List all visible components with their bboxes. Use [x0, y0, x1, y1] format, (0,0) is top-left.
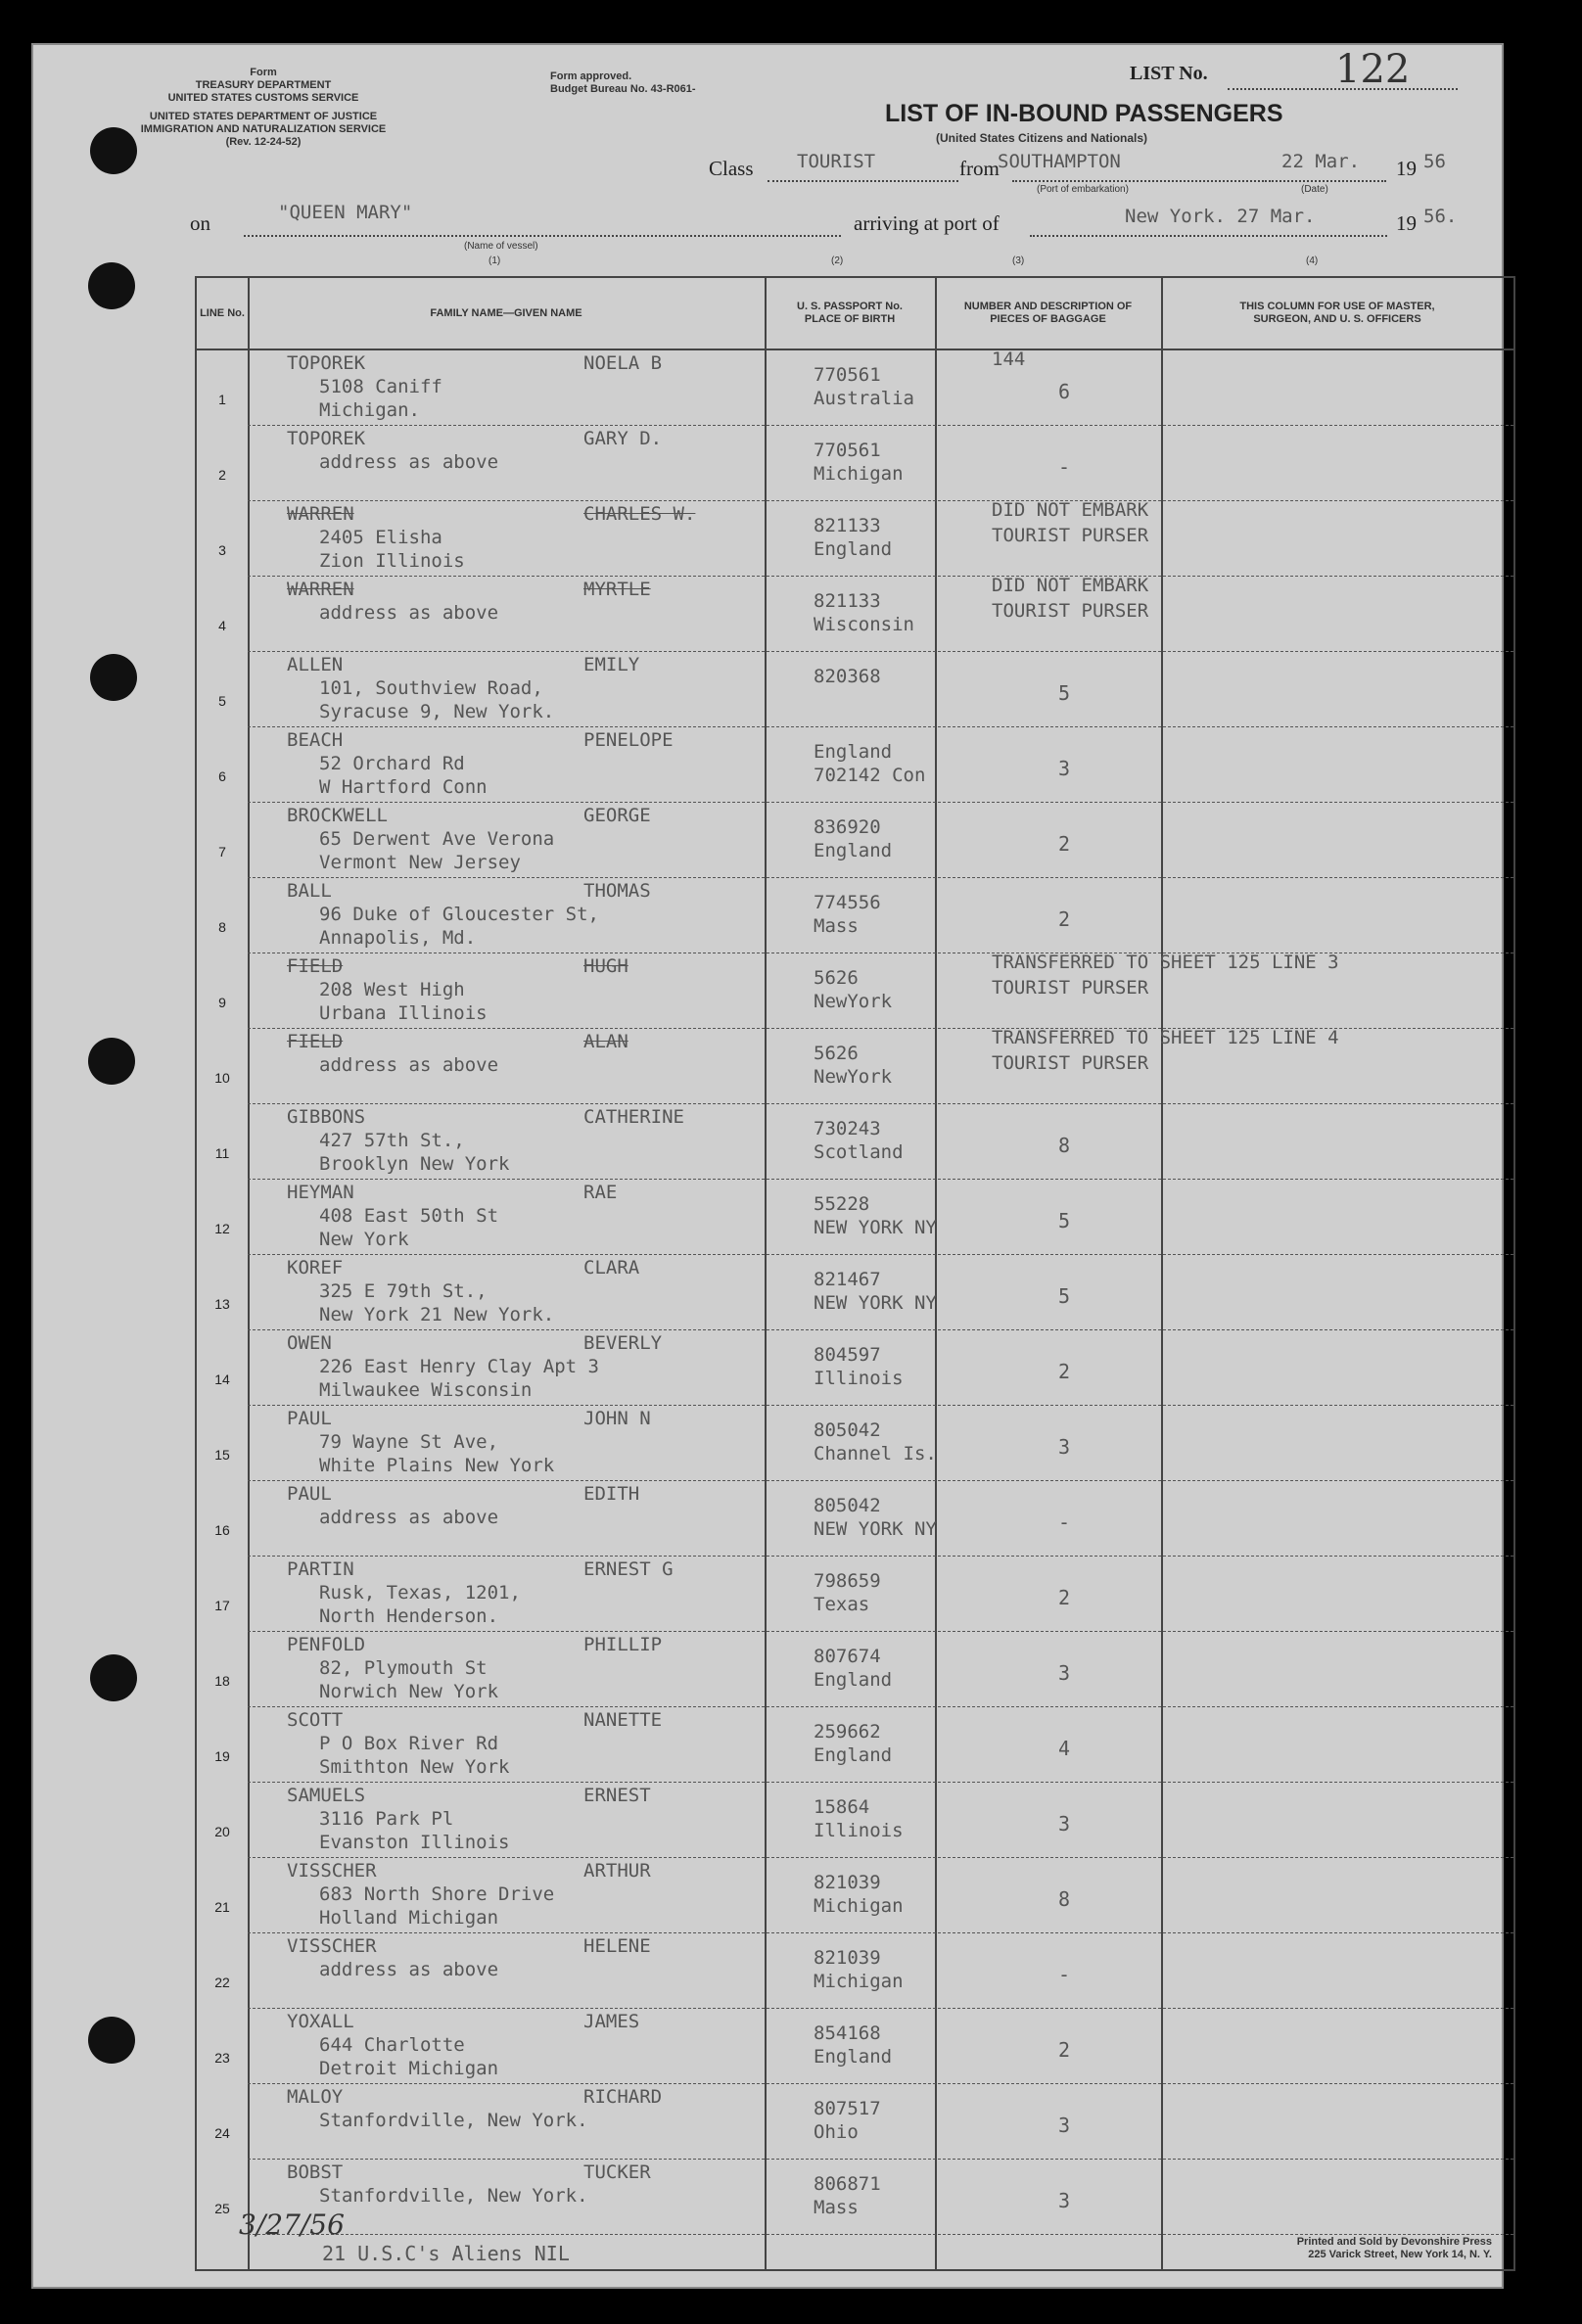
printer-credit	[1140, 2236, 1492, 2261]
address-line-1: address as above	[319, 1054, 499, 1076]
place-of-birth: Mass	[814, 915, 859, 937]
passport-number: 770561	[814, 440, 881, 461]
row-number: 4	[218, 618, 226, 633]
family-name: BALL	[287, 880, 332, 902]
treasury-label: TREASURY DEPARTMENT	[195, 79, 332, 91]
given-name: MYRTLE	[583, 579, 651, 600]
officer-note-2: TOURIST PURSER	[992, 1052, 1149, 1074]
given-name: EDITH	[583, 1483, 640, 1505]
table-row	[197, 1481, 1513, 1557]
passport-number: 798659	[814, 1570, 881, 1592]
place-of-birth: England	[814, 1744, 893, 1766]
address-line-1: 427 57th St.,	[319, 1130, 465, 1151]
family-name: WARREN	[287, 503, 354, 525]
header-agency-block	[121, 67, 405, 149]
class-label: Class	[709, 157, 754, 180]
punch-hole	[88, 2017, 135, 2064]
address-line-2: Milwaukee Wisconsin	[319, 1379, 533, 1401]
printer-line-1: Printed and Sold by Devonshire Press	[1296, 2236, 1492, 2248]
row-number: 2	[218, 467, 226, 483]
baggage-count: 5	[1058, 1284, 1071, 1308]
form-subtitle: (United States Citizens and Nationals)	[936, 131, 1148, 145]
justice-label: UNITED STATES DEPARTMENT OF JUSTICE	[149, 111, 378, 122]
row-number: 8	[218, 919, 226, 935]
vessel-value: "QUEEN MARY"	[278, 202, 413, 223]
address-line-1: 5108 Caniff	[319, 376, 442, 397]
row-number: 14	[214, 1371, 230, 1387]
family-name: BEACH	[287, 729, 344, 751]
passport-number: 730243	[814, 1118, 881, 1139]
col-num-4: (4)	[1306, 256, 1319, 266]
printer-line-2: 225 Varick Street, New York 14, N. Y.	[1308, 2249, 1492, 2260]
table-row	[197, 426, 1513, 501]
date-value: 22 Mar.	[1281, 151, 1361, 172]
passport-number: 805042	[814, 1419, 881, 1441]
table-row	[197, 1104, 1513, 1180]
given-name: PHILLIP	[583, 1634, 663, 1655]
table-row	[197, 350, 1513, 426]
address-line-2: Syracuse 9, New York.	[319, 701, 555, 722]
family-name: TOPOREK	[287, 428, 366, 449]
row-number: 17	[214, 1598, 230, 1613]
family-name: PENFOLD	[287, 1634, 366, 1655]
from-caption: (Port of embarkation)	[1037, 184, 1129, 195]
family-name: VISSCHER	[287, 1860, 377, 1882]
row-number: 20	[214, 1824, 230, 1839]
family-name: PARTIN	[287, 1558, 354, 1580]
baggage-count: 2	[1058, 1586, 1071, 1609]
table-row	[197, 953, 1513, 1029]
place-of-birth: Scotland	[814, 1141, 904, 1163]
arrival-year-value: 56.	[1423, 206, 1458, 227]
family-name: OWEN	[287, 1332, 332, 1354]
passport-number: 805042	[814, 1495, 881, 1516]
year-value: 56	[1423, 151, 1446, 172]
form-approved: Form approved.	[550, 70, 632, 82]
table-row	[197, 1707, 1513, 1783]
given-name: ALAN	[583, 1031, 628, 1052]
footer-summary: 21 U.S.C's Aliens NIL	[322, 2242, 570, 2265]
given-name: ERNEST G	[583, 1558, 674, 1580]
officer-note-1: TRANSFERRED TO SHEET 125 LINE 4	[992, 1027, 1339, 1048]
family-name: FIELD	[287, 1031, 344, 1052]
address-line-2: Norwich New York	[319, 1681, 499, 1702]
family-name: PAUL	[287, 1408, 332, 1429]
col-header-officers: THIS COLUMN FOR USE OF MASTER, SURGEON, AND U. S. OFFICERS	[1239, 301, 1435, 325]
row-number: 5	[218, 693, 226, 709]
col-header-passport: U. S. PASSPORT No. PLACE OF BIRTH	[797, 301, 903, 325]
passport-number: 807517	[814, 2098, 881, 2119]
baggage-count: 2	[1058, 2038, 1071, 2062]
col-num-2: (2)	[831, 256, 844, 266]
address-line-2: Michigan.	[319, 399, 420, 421]
given-name: HELENE	[583, 1935, 651, 1957]
arriving-label: arriving at port of	[854, 211, 1000, 235]
address-line-1: address as above	[319, 1959, 499, 1980]
family-name: WARREN	[287, 579, 354, 600]
place-of-birth: 702142 Con	[814, 765, 926, 786]
passport-number: 5626	[814, 967, 859, 989]
customs-label: UNITED STATES CUSTOMS SERVICE	[167, 92, 359, 104]
family-name: MALOY	[287, 2086, 344, 2108]
table-row	[197, 2160, 1513, 2235]
officer-note-2: TOURIST PURSER	[992, 977, 1149, 999]
passenger-table	[195, 276, 1515, 2271]
on-label: on	[190, 211, 210, 235]
family-name: YOXALL	[287, 2011, 354, 2032]
table-row	[197, 1858, 1513, 1933]
list-no-label: LIST No.	[1130, 63, 1208, 84]
address-line-1: 2405 Elisha	[319, 527, 442, 548]
address-line-1: Rusk, Texas, 1201,	[319, 1582, 521, 1604]
address-line-1: 65 Derwent Ave Verona	[319, 828, 555, 850]
given-name: JAMES	[583, 2011, 640, 2032]
table-row	[197, 501, 1513, 577]
given-name: CHARLES W.	[583, 503, 696, 525]
given-name: ARTHUR	[583, 1860, 651, 1882]
row-number: 25	[214, 2201, 230, 2216]
address-line-1: Stanfordville, New York.	[319, 2110, 588, 2131]
class-value: TOURIST	[797, 151, 876, 172]
passport-number: 836920	[814, 816, 881, 838]
address-line-1: address as above	[319, 602, 499, 624]
address-line-1: 101, Southview Road,	[319, 677, 543, 699]
given-name: CLARA	[583, 1257, 640, 1278]
row-number: 6	[218, 768, 226, 784]
given-name: THOMAS	[583, 880, 651, 902]
revision-label: (Rev. 12-24-52)	[225, 136, 302, 148]
place-of-birth: NEW YORK NY	[814, 1518, 937, 1540]
family-name: PAUL	[287, 1483, 332, 1505]
baggage-count: 3	[1058, 2189, 1071, 2212]
given-name: ERNEST	[583, 1785, 651, 1806]
address-line-1: 208 West High	[319, 979, 465, 1000]
baggage-count: -	[1058, 1963, 1071, 1986]
place-of-birth: England	[814, 2046, 893, 2068]
table-row	[197, 1406, 1513, 1481]
passport-number: 807674	[814, 1646, 881, 1667]
year-prefix: 19	[1396, 157, 1417, 180]
baggage-count: 2	[1058, 832, 1071, 856]
family-name: ALLEN	[287, 654, 344, 675]
row-number: 11	[214, 1145, 230, 1161]
row-number: 18	[214, 1673, 230, 1689]
address-line-1: 325 E 79th St.,	[319, 1280, 488, 1302]
vessel-caption: (Name of vessel)	[464, 241, 538, 252]
baggage-count: 2	[1058, 907, 1071, 931]
address-line-2: Holland Michigan	[319, 1907, 499, 1929]
given-name: EMILY	[583, 654, 640, 675]
address-line-2: Urbana Illinois	[319, 1002, 488, 1024]
place-of-birth: Wisconsin	[814, 614, 914, 635]
passport-number: 821133	[814, 590, 881, 612]
family-name: BOBST	[287, 2161, 344, 2183]
given-name: JOHN N	[583, 1408, 651, 1429]
baggage-count: -	[1058, 1511, 1071, 1534]
family-name: SAMUELS	[287, 1785, 366, 1806]
baggage-count: 4	[1058, 1737, 1071, 1760]
row-number: 13	[214, 1296, 230, 1312]
table-row	[197, 878, 1513, 953]
given-name: GEORGE	[583, 805, 651, 826]
given-name: PENELOPE	[583, 729, 674, 751]
baggage-count: 8	[1058, 1887, 1071, 1911]
row-number: 7	[218, 844, 226, 860]
row-number: 21	[214, 1899, 230, 1915]
place-of-birth: England	[814, 1669, 893, 1691]
address-line-2: White Plains New York	[319, 1455, 555, 1476]
address-line-2: Evanston Illinois	[319, 1832, 510, 1853]
col-header-line: LINE No.	[200, 306, 245, 319]
family-name: KOREF	[287, 1257, 344, 1278]
baggage-count: 3	[1058, 1812, 1071, 1836]
budget-bureau: Budget Bureau No. 43-R061-	[550, 83, 696, 95]
baggage-count: 8	[1058, 1134, 1071, 1157]
punch-hole	[90, 1654, 137, 1701]
ins-label: IMMIGRATION AND NATURALIZATION SERVICE	[140, 123, 387, 135]
passport-number: England	[814, 741, 893, 763]
passport-number: 806871	[814, 2173, 881, 2195]
passport-number: 821467	[814, 1269, 881, 1290]
table-row	[197, 1933, 1513, 2009]
passport-number: 15864	[814, 1796, 870, 1818]
passport-number: 854168	[814, 2022, 881, 2044]
address-line-1: 644 Charlotte	[319, 2034, 465, 2056]
place-of-birth: Channel Is.	[814, 1443, 937, 1464]
col-num-3: (3)	[1012, 256, 1025, 266]
row-number: 3	[218, 542, 226, 558]
baggage-count: 3	[1058, 1661, 1071, 1685]
officer-note-1: 144	[992, 349, 1026, 370]
from-value: SOUTHAMPTON	[998, 151, 1121, 172]
officer-note-2: TOURIST PURSER	[992, 600, 1149, 622]
address-line-1: 96 Duke of Gloucester St,	[319, 904, 599, 925]
address-line-1: 79 Wayne St Ave,	[319, 1431, 499, 1453]
given-name: HUGH	[583, 955, 628, 977]
family-name: SCOTT	[287, 1709, 344, 1731]
from-label: from	[959, 157, 1000, 180]
table-row	[197, 1330, 1513, 1406]
officer-note-2: TOURIST PURSER	[992, 525, 1149, 546]
address-line-1: 408 East 50th St	[319, 1205, 499, 1227]
baggage-count: 3	[1058, 1435, 1071, 1459]
date-caption: (Date)	[1301, 184, 1328, 195]
row-number: 22	[214, 1975, 230, 1990]
baggage-count: -	[1058, 455, 1071, 479]
address-line-2: Zion Illinois	[319, 550, 465, 572]
baggage-count: 3	[1058, 2114, 1071, 2137]
place-of-birth: Michigan	[814, 1971, 904, 1992]
row-number: 19	[214, 1748, 230, 1764]
address-line-2: New York 21 New York.	[319, 1304, 555, 1325]
address-line-2: North Henderson.	[319, 1605, 499, 1627]
address-line-1: 226 East Henry Clay Apt 3	[319, 1356, 599, 1377]
table-row	[197, 652, 1513, 727]
passport-number: 804597	[814, 1344, 881, 1366]
table-row	[197, 1255, 1513, 1330]
address-line-1: 683 North Shore Drive	[319, 1883, 555, 1905]
given-name: TUCKER	[583, 2161, 651, 2183]
given-name: RICHARD	[583, 2086, 663, 2108]
place-of-birth: Texas	[814, 1594, 870, 1615]
given-name: NANETTE	[583, 1709, 663, 1731]
row-number: 9	[218, 995, 226, 1010]
col-header-baggage: NUMBER AND DESCRIPTION OF PIECES OF BAGGAGE	[963, 301, 1133, 325]
officer-note-1: DID NOT EMBARK	[992, 499, 1149, 521]
place-of-birth: Mass	[814, 2197, 859, 2218]
baggage-count: 3	[1058, 757, 1071, 780]
place-of-birth: Illinois	[814, 1368, 904, 1389]
table-row	[197, 1632, 1513, 1707]
family-name: GIBBONS	[287, 1106, 366, 1128]
officer-note-1: DID NOT EMBARK	[992, 575, 1149, 596]
address-line-2: W Hartford Conn	[319, 776, 488, 798]
family-name: BROCKWELL	[287, 805, 388, 826]
row-number: 12	[214, 1221, 230, 1236]
row-number: 24	[214, 2125, 230, 2141]
place-of-birth: NEW YORK NY	[814, 1217, 937, 1238]
family-name: TOPOREK	[287, 352, 366, 374]
table-row	[197, 2009, 1513, 2084]
row-number: 23	[214, 2050, 230, 2066]
family-name: HEYMAN	[287, 1182, 354, 1203]
table-row	[197, 577, 1513, 652]
address-line-1: P O Box River Rd	[319, 1733, 499, 1754]
col-header-name: FAMILY NAME—GIVEN NAME	[430, 306, 582, 319]
row-number: 1	[218, 392, 226, 407]
address-line-2: Detroit Michigan	[319, 2058, 499, 2079]
address-line-1: 3116 Park Pl	[319, 1808, 454, 1830]
form-title: LIST OF IN-BOUND PASSENGERS	[885, 100, 1283, 127]
punch-hole	[88, 262, 135, 309]
baggage-count: 5	[1058, 681, 1071, 705]
list-no-value: 122	[1335, 47, 1411, 92]
given-name: CATHERINE	[583, 1106, 684, 1128]
passport-number: 770561	[814, 364, 881, 386]
punch-hole	[88, 1038, 135, 1085]
punch-hole	[90, 127, 137, 174]
place-of-birth: Michigan	[814, 1895, 904, 1917]
baggage-count: 5	[1058, 1209, 1071, 1232]
table-row	[197, 727, 1513, 803]
form-approved-block	[550, 70, 696, 96]
col-num-1: (1)	[489, 256, 501, 266]
family-name: FIELD	[287, 955, 344, 977]
passport-number: 55228	[814, 1193, 870, 1215]
place-of-birth: Illinois	[814, 1820, 904, 1841]
passport-number: 774556	[814, 892, 881, 913]
place-of-birth: NEW YORK NY	[814, 1292, 937, 1314]
arrival-value: New York. 27 Mar.	[1125, 206, 1316, 227]
row-number: 10	[214, 1070, 230, 1086]
baggage-count: 6	[1058, 380, 1071, 403]
place-of-birth: Ohio	[814, 2121, 859, 2143]
table-row	[197, 1783, 1513, 1858]
passenger-list-page	[31, 43, 1504, 2289]
address-line-2: Smithton New York	[319, 1756, 510, 1778]
form-label: Form	[250, 67, 277, 78]
arrival-year-prefix: 19	[1396, 211, 1417, 235]
given-name: NOELA B	[583, 352, 663, 374]
passport-number: 259662	[814, 1721, 881, 1743]
officer-note-1: TRANSFERRED TO SHEET 125 LINE 3	[992, 952, 1339, 973]
given-name: RAE	[583, 1182, 618, 1203]
given-name: BEVERLY	[583, 1332, 663, 1354]
passport-number: 821039	[814, 1872, 881, 1893]
address-line-1: 52 Orchard Rd	[319, 753, 465, 774]
address-line-2: New York	[319, 1229, 409, 1250]
place-of-birth: Australia	[814, 388, 914, 409]
place-of-birth: NewYork	[814, 991, 893, 1012]
row-number: 15	[214, 1447, 230, 1463]
passport-number: 820368	[814, 666, 881, 687]
address-line-2: Vermont New Jersey	[319, 852, 521, 873]
address-line-1: address as above	[319, 1507, 499, 1528]
table-row	[197, 2084, 1513, 2160]
table-row	[197, 1180, 1513, 1255]
punch-hole	[90, 654, 137, 701]
address-line-2: Annapolis, Md.	[319, 927, 477, 949]
place-of-birth: England	[814, 538, 893, 560]
table-row	[197, 803, 1513, 878]
address-line-1: address as above	[319, 451, 499, 473]
given-name: GARY D.	[583, 428, 663, 449]
passport-number: 821133	[814, 515, 881, 536]
address-line-2: Brooklyn New York	[319, 1153, 510, 1175]
table-row	[197, 1029, 1513, 1104]
signature-date: 3/27/56	[239, 2208, 345, 2241]
passport-number: 5626	[814, 1043, 859, 1064]
family-name: VISSCHER	[287, 1935, 377, 1957]
table-row	[197, 1557, 1513, 1632]
address-line-1: 82, Plymouth St	[319, 1657, 488, 1679]
baggage-count: 2	[1058, 1360, 1071, 1383]
place-of-birth: NewYork	[814, 1066, 893, 1088]
row-number: 16	[214, 1522, 230, 1538]
passport-number: 821039	[814, 1947, 881, 1969]
place-of-birth: Michigan	[814, 463, 904, 485]
address-line-1: Stanfordville, New York.	[319, 2185, 588, 2207]
place-of-birth: England	[814, 840, 893, 861]
